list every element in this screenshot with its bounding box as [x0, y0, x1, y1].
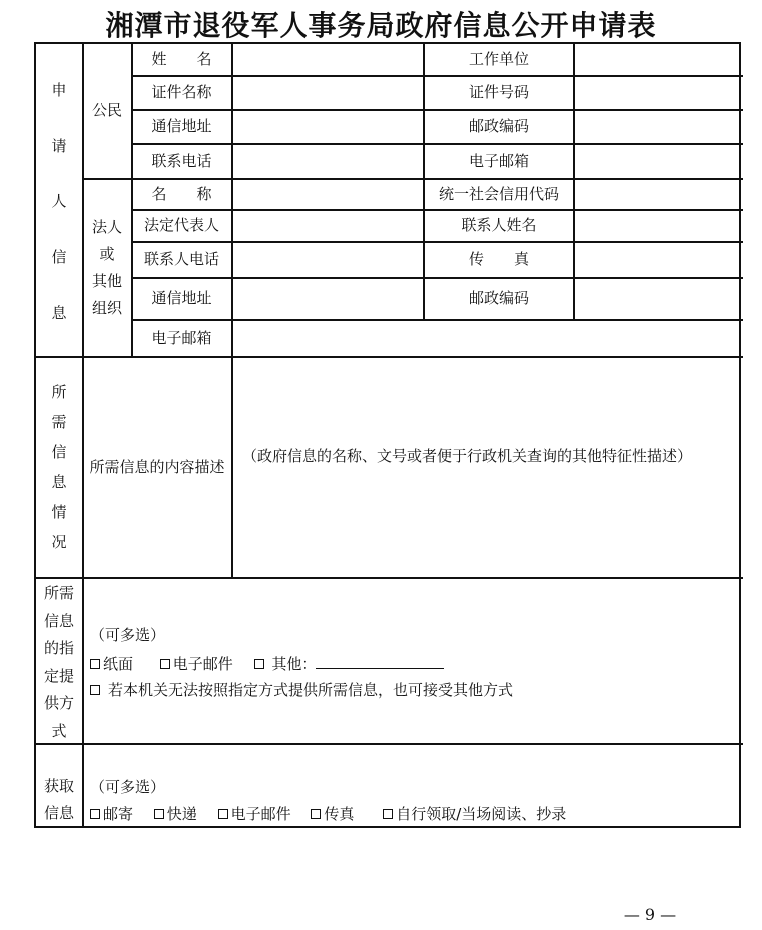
citizen-postcode-input[interactable] [575, 111, 743, 143]
requested-info-label: 所 需 信 息 情 况 [51, 382, 67, 551]
work-unit-label: 工作单位 [468, 49, 529, 68]
express-option[interactable]: 快递 [154, 805, 197, 823]
paper-checkbox[interactable] [90, 659, 100, 669]
other-checkbox[interactable] [254, 659, 264, 669]
obtain-email-option[interactable]: 电子邮件 [218, 805, 291, 823]
work-unit-input[interactable] [575, 44, 743, 75]
content-description-hint: （政府信息的名称、文号或者便于行政机关查询的其他特征性描述） [242, 447, 693, 465]
org-email-label: 电子邮箱 [151, 328, 212, 347]
org-postcode-input[interactable] [575, 279, 743, 319]
contact-name-label: 联系人姓名 [461, 216, 537, 235]
citizen-email-input[interactable] [575, 145, 743, 178]
citizen-address-label: 通信地址 [151, 117, 212, 136]
email-checkbox[interactable] [160, 659, 170, 669]
citizen-name-label: 姓 名 [151, 49, 212, 68]
org-address-label: 通信地址 [151, 289, 212, 308]
org-postcode-label: 邮政编码 [468, 289, 529, 308]
citizen-postcode-label: 邮政编码 [468, 117, 529, 136]
email-option[interactable]: 电子邮件 [160, 655, 238, 673]
form-title: 湘潭市退役军人事务局政府信息公开申请表 [105, 9, 657, 42]
citizen-phone-label: 联系电话 [151, 151, 212, 170]
credit-code-input[interactable] [575, 180, 743, 209]
fax-checkbox[interactable] [311, 809, 321, 819]
paper-option[interactable]: 纸面 [90, 655, 138, 673]
obtain-info-label: 获取 信息 [43, 777, 74, 822]
legal-rep-label: 法定代表人 [143, 216, 219, 235]
fallback-checkbox[interactable] [90, 685, 100, 695]
application-form-table [34, 42, 741, 828]
name-input[interactable] [233, 44, 423, 75]
obtain-multi-select-note: （可多选） [90, 778, 166, 796]
legal-rep-input[interactable] [233, 211, 423, 241]
id-number-input[interactable] [575, 77, 743, 109]
other-method-input[interactable] [316, 654, 444, 669]
org-email-input[interactable] [233, 321, 743, 356]
delivery-multi-select-note: （可多选） [90, 626, 166, 644]
org-name-input[interactable] [233, 180, 423, 209]
citizen-label: 公民 [91, 101, 122, 120]
id-number-label: 证件号码 [468, 83, 529, 102]
delivery-method-label: 所需 信息 的指 定提 供方 式 [43, 584, 74, 740]
page-number: — 9 — [623, 905, 677, 924]
self-pickup-option[interactable]: 自行领取/当场阅读、抄录 [383, 805, 566, 823]
contact-phone-input[interactable] [233, 243, 423, 277]
id-type-input[interactable] [233, 77, 423, 109]
mail-option[interactable]: 邮寄 [90, 805, 133, 823]
citizen-email-label: 电子邮箱 [468, 151, 529, 170]
citizen-phone-input[interactable] [233, 145, 423, 178]
id-type-label: 证件名称 [151, 83, 212, 102]
applicant-info-label: 申 请 人 信 息 [51, 81, 67, 322]
obtain-options-row [90, 801, 566, 827]
org-name-label: 名 称 [151, 184, 212, 203]
mail-checkbox[interactable] [90, 809, 100, 819]
credit-code-label: 统一社会信用代码 [438, 184, 559, 203]
self-pickup-checkbox[interactable] [383, 809, 393, 819]
contact-phone-label: 联系人电话 [143, 250, 219, 269]
fax-option[interactable]: 传真 [311, 805, 354, 823]
content-description-label: 所需信息的内容描述 [89, 458, 225, 476]
delivery-options-row [90, 651, 444, 677]
citizen-address-input[interactable] [233, 111, 423, 143]
express-checkbox[interactable] [154, 809, 164, 819]
obtain-email-checkbox[interactable] [218, 809, 228, 819]
organization-label: 法人 或 其他 组织 [91, 218, 122, 317]
org-address-input[interactable] [233, 279, 423, 319]
contact-name-input[interactable] [575, 211, 743, 241]
other-option[interactable]: 其他： [254, 655, 445, 673]
fallback-option[interactable]: 若本机关无法按照指定方式提供所需信息，也可接受其他方式 [90, 677, 513, 703]
fax-input[interactable] [575, 243, 743, 277]
fax-label: 传 真 [468, 250, 529, 269]
